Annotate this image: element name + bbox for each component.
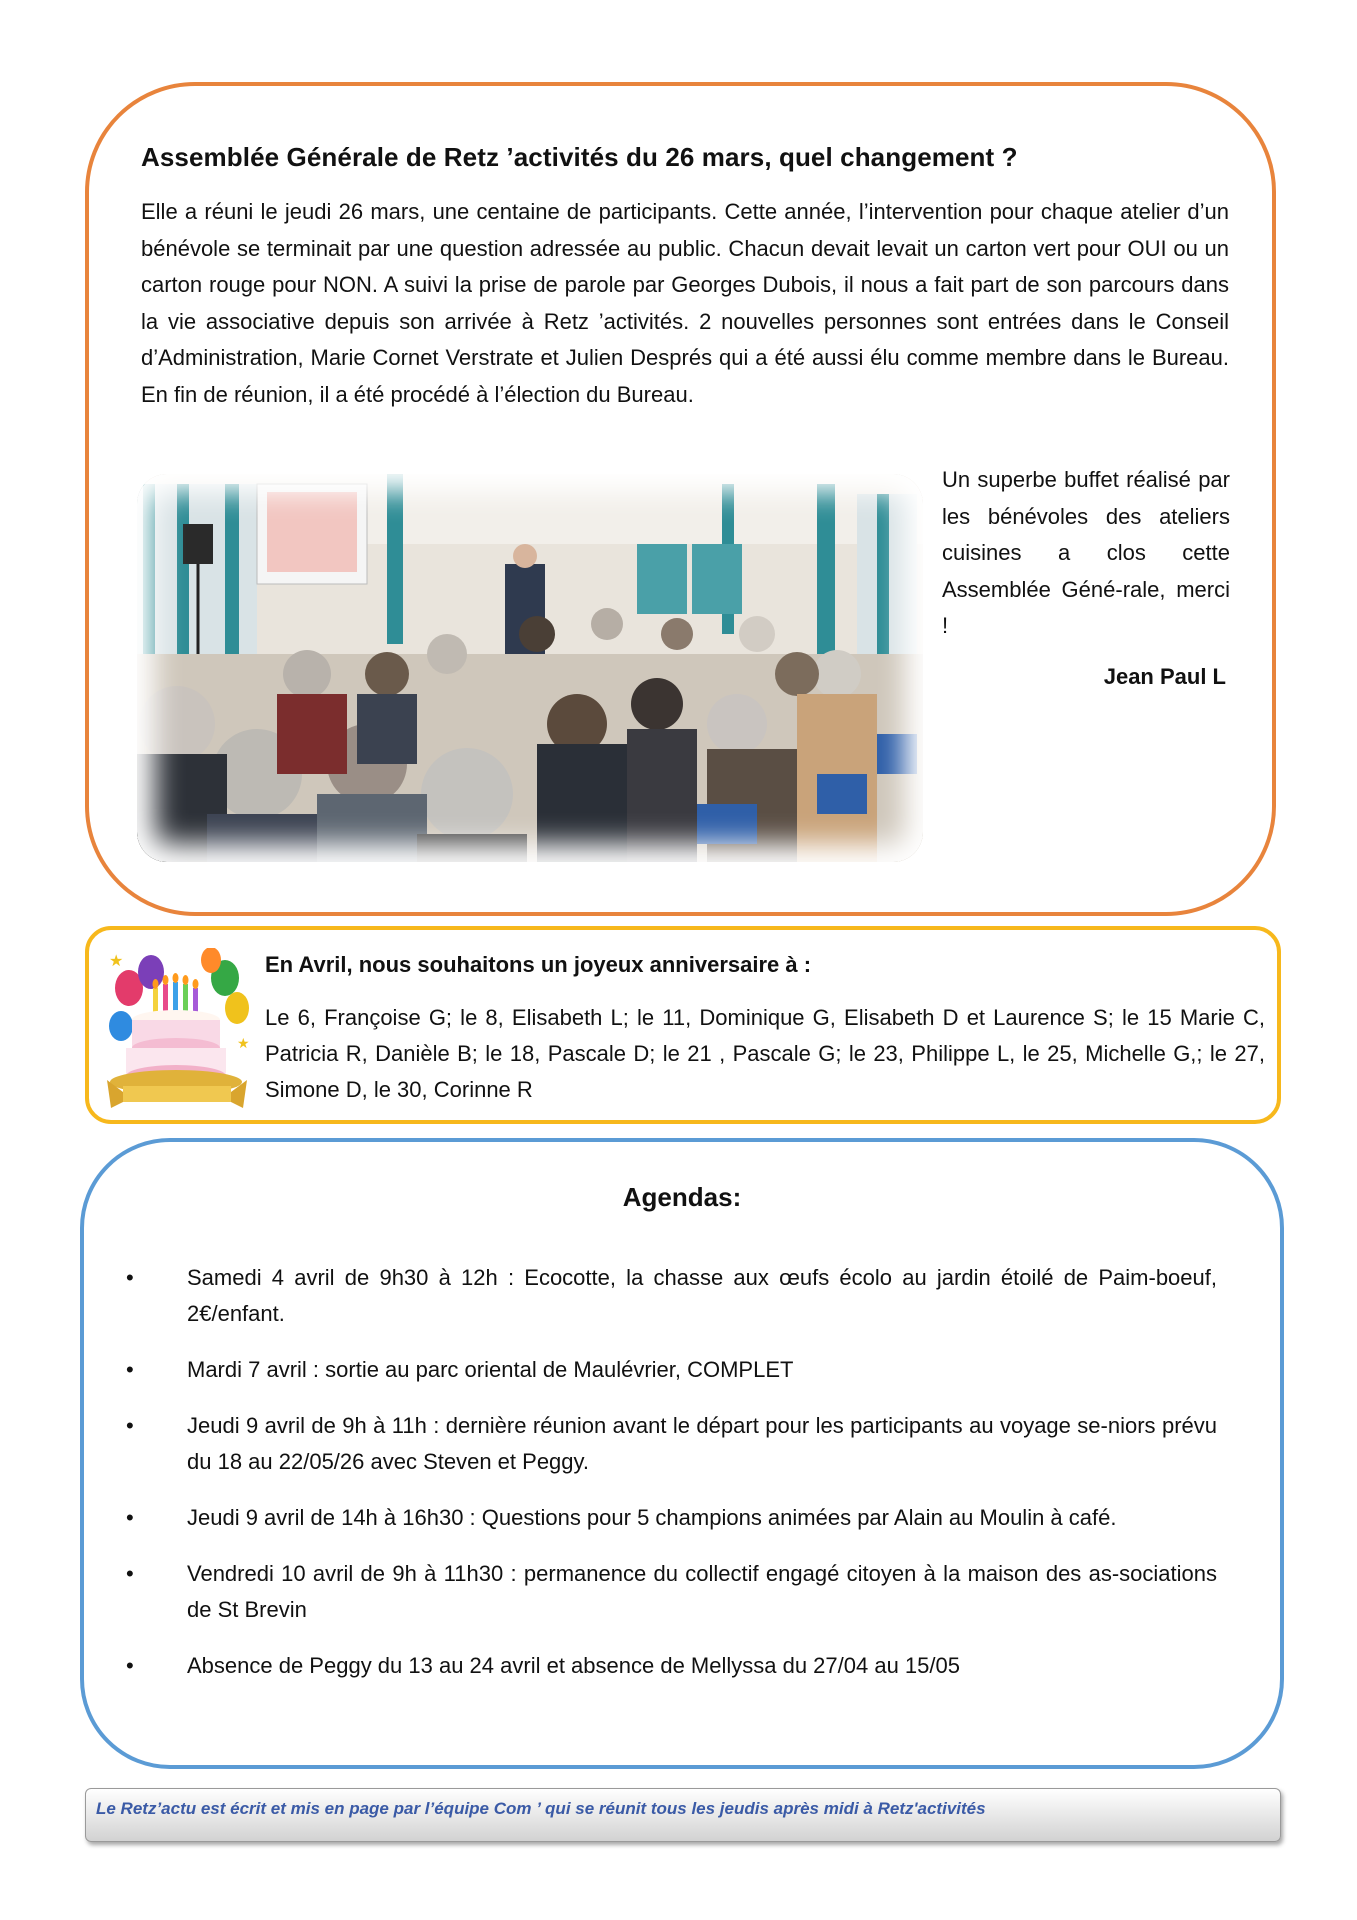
assemblee-photo <box>137 474 923 862</box>
anniversaire-title: En Avril, nous souhaitons un joyeux anniversaire à : <box>265 952 812 977</box>
bullet-icon: • <box>126 1561 134 1586</box>
list-item <box>84 1556 1224 1628</box>
buffet-text: Un superbe buffet réalisé par les bénévoles des ateliers cuisines a clos cette Assemblée Géné-rale, merci ! <box>942 467 1230 638</box>
agenda-item-text: Jeudi 9 avril de 14h à 16h30 : Questions pour 5 champions animées par Alain au Moulin à café. <box>187 1505 1117 1530</box>
anniversaire-text: Le 6, Françoise G; le 8, Elisabeth L; le 11, Dominique G, Elisabeth D et Laurence S; le 15 Marie C, Patricia R, Danièle B; le 18, Pascale D; le 21 , Pascale G; le 23, Philippe L, le 25, Michelle G,; le 27, Simone D, le 30, Corinne R <box>265 1005 1265 1102</box>
bullet-icon: • <box>126 1413 134 1438</box>
svg-text:★: ★ <box>109 951 124 970</box>
bullet-icon: • <box>126 1265 134 1290</box>
agendas-list <box>84 1260 1224 1704</box>
bullet-icon: • <box>126 1357 134 1382</box>
svg-text:★: ★ <box>237 1036 250 1052</box>
list-item <box>84 1648 1224 1684</box>
agendas-title: Agendas: <box>622 1182 742 1212</box>
agenda-item-text: Mardi 7 avril : sortie au parc oriental de Maulévrier, COMPLET <box>187 1357 794 1382</box>
signature: Jean Paul L <box>1103 664 1226 689</box>
agenda-item-text: Vendredi 10 avril de 9h à 11h30 : permanence du collectif engagé citoyen à la maison des as-sociations de St Brevin <box>187 1561 1217 1622</box>
agenda-item-text: Absence de Peggy du 13 au 24 avril et absence de Mellyssa du 27/04 au 15/05 <box>187 1653 960 1678</box>
bullet-icon: • <box>126 1653 134 1678</box>
list-item <box>84 1500 1224 1536</box>
list-item <box>84 1352 1224 1388</box>
agenda-item-text: Jeudi 9 avril de 9h à 11h : dernière réunion avant le départ pour les participants au voyage se-niors prévu du 18 au 22/05/26 avec Steven et Peggy. <box>187 1413 1217 1474</box>
list-item <box>84 1408 1224 1480</box>
list-item <box>84 1260 1224 1332</box>
assemblee-paragraph: Elle a réuni le jeudi 26 mars, une centaine de participants. Cette année, l’intervention pour chaque atelier d’un bénévole se terminait par une question adressée au public. Chacun devait levait un carton vert pour OUI ou un carton rouge pour NON. A suivi la prise de parole par Georges Dubois, il nous a fait part de son parcours dans la vie associative depuis son arrivée à Retz ’activités. 2 nouvelles personnes sont entrées dans le Conseil d’Administration, Marie Cornet Verstrate et Julien Després qui a été aussi élu comme membre dans le Bureau. En fin de réunion, il a été procédé à l’élection du Bureau. <box>141 199 1229 407</box>
agenda-item-text: Samedi 4 avril de 9h30 à 12h : Ecocotte, la chasse aux œufs écolo au jardin étoilé de Paim-boeuf, 2€/enfant. <box>187 1265 1217 1326</box>
agendas-section <box>80 1138 1284 1769</box>
assemblee-title: Assemblée Générale de Retz ’activités du 26 mars, quel changement ? <box>141 142 1018 172</box>
bullet-icon: • <box>126 1505 134 1530</box>
assemblee-section <box>85 82 1276 916</box>
anniversaire-section <box>85 926 1281 1124</box>
footer-banner <box>85 1788 1281 1842</box>
birthday-cake-icon <box>101 948 253 1113</box>
footer-text: Le Retz’actu est écrit et mis en page par l’équipe Com ’ qui se réunit tous les jeudis après midi à Retz'activités <box>96 1799 986 1818</box>
